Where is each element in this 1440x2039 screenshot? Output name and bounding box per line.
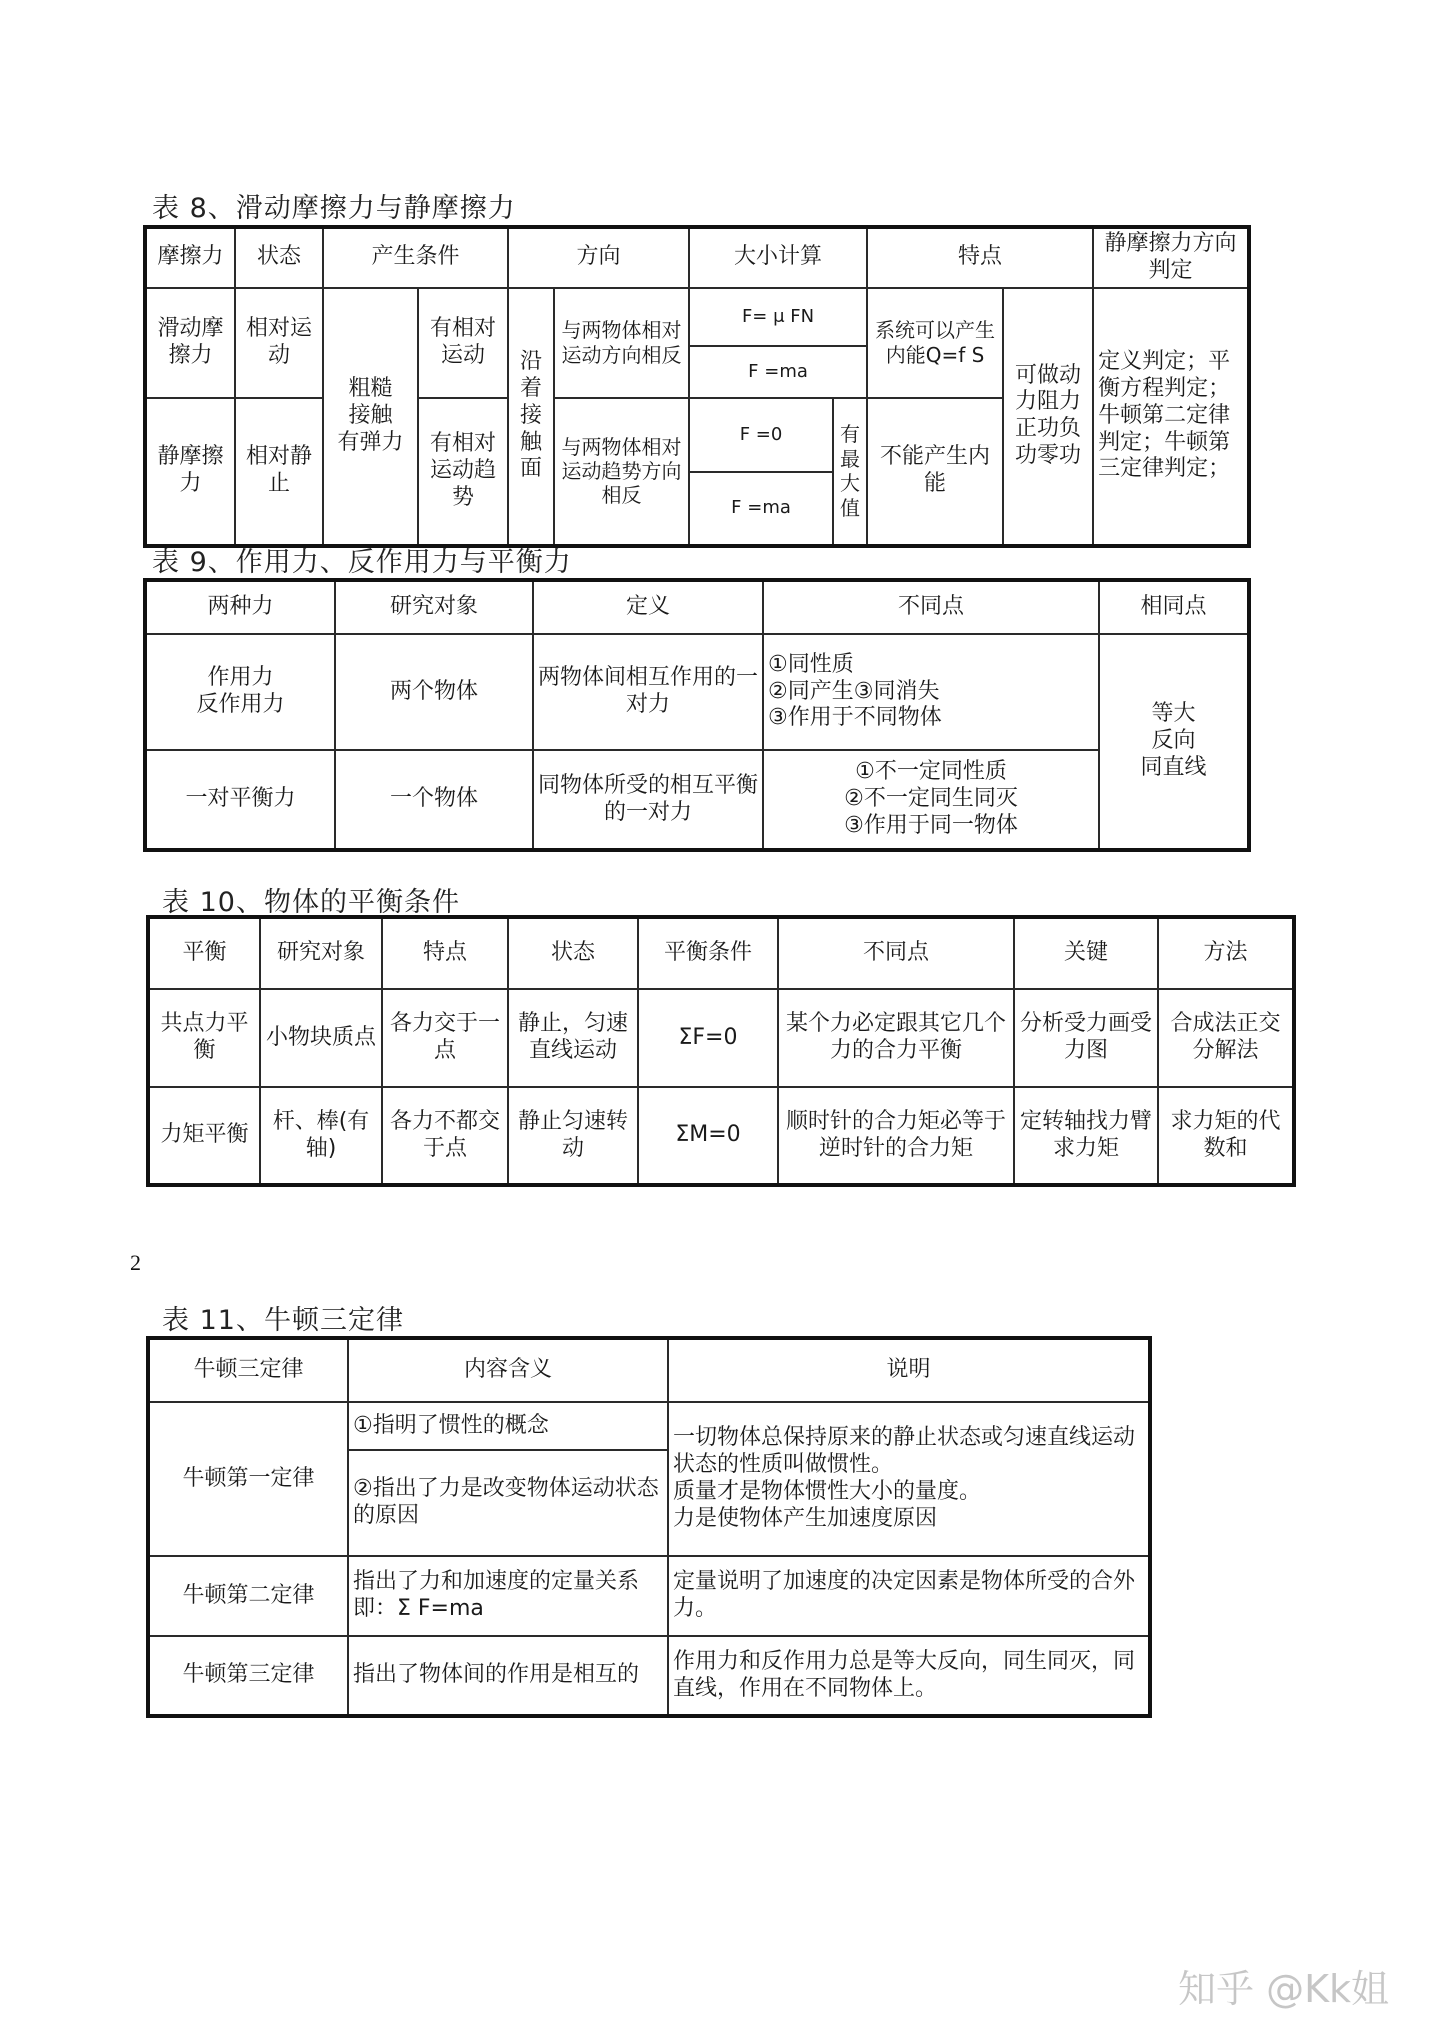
table8-caption: 表 8、滑动摩擦力与静摩擦力 — [152, 193, 516, 224]
table9-row-action — [145, 634, 1249, 750]
t9-balance-definition: 同物体所受的相互平衡的一对力 — [533, 750, 763, 850]
table11-row-third-law — [148, 1636, 1150, 1716]
t8-static-cond: 有相对运动趋势 — [418, 398, 508, 546]
table9-row-balance — [145, 750, 1249, 850]
t8-sliding-calc2: F =ma — [689, 346, 867, 398]
t8-sliding-dir: 与两物体相对运动方向相反 — [554, 288, 689, 398]
t10-h-condition: 平衡条件 — [638, 917, 778, 989]
t8-judge: 定义判定；平衡方程判定；牛顿第二定律判定；牛顿第三定律判定； — [1093, 288, 1249, 546]
t8-sliding-name: 滑动摩擦力 — [145, 288, 235, 398]
t9-h-object: 研究对象 — [335, 580, 533, 634]
t8-h-condition: 产生条件 — [323, 227, 508, 288]
zhihu-watermark: 知乎 @Kk姐 — [1178, 1967, 1390, 2011]
t11-h-content: 内容含义 — [348, 1338, 668, 1402]
t8-static-calc-side: 有最大值 — [833, 398, 867, 546]
table10-caption: 表 10、物体的平衡条件 — [162, 887, 460, 918]
t8-h-state: 状态 — [235, 227, 323, 288]
t9-action-differences: ①同性质 ②同产生③同消失 ③作用于不同物体 — [763, 634, 1099, 750]
table10 — [146, 915, 1296, 1187]
t10-h-key: 关键 — [1014, 917, 1158, 989]
t8-h-judge: 静摩擦力方向判定 — [1093, 227, 1249, 288]
t10-r2-key: 定转轴找力臂求力矩 — [1014, 1087, 1158, 1185]
t10-h-state: 状态 — [508, 917, 638, 989]
table9-header-row — [145, 580, 1249, 634]
t10-r1-method: 合成法正交分解法 — [1158, 989, 1294, 1087]
t8-h-direction: 方向 — [508, 227, 689, 288]
t11-h-law: 牛顿三定律 — [148, 1338, 348, 1402]
t11-third-content: 指出了物体间的作用是相互的 — [348, 1636, 668, 1716]
t8-static-state: 相对静止 — [235, 398, 323, 546]
t9-balance-object: 一个物体 — [335, 750, 533, 850]
table11-caption: 表 11、牛顿三定律 — [162, 1305, 404, 1336]
t10-r1-feature: 各力交于一点 — [382, 989, 508, 1087]
t9-action-name: 作用力 反作用力 — [145, 634, 335, 750]
table11-row-second-law — [148, 1556, 1150, 1636]
t8-sliding-feature: 系统可以产生内能Q=f S — [867, 288, 1003, 398]
t8-work: 可做动力阻力正功负功零功 — [1003, 288, 1093, 546]
t10-r1-object: 小物块质点 — [260, 989, 382, 1087]
t10-h-balance: 平衡 — [148, 917, 260, 989]
t11-second-content: 指出了力和加速度的定量关系即：Σ F=ma — [348, 1556, 668, 1636]
t9-h-definition: 定义 — [533, 580, 763, 634]
t10-r1-key: 分析受力画受力图 — [1014, 989, 1158, 1087]
table11 — [146, 1336, 1152, 1718]
t9-same: 等大 反向 同直线 — [1099, 634, 1249, 850]
t10-h-differences: 不同点 — [778, 917, 1014, 989]
t10-r2-differences: 顺时针的合力矩必等于逆时针的合力矩 — [778, 1087, 1014, 1185]
table10-row-concurrent — [148, 989, 1294, 1087]
t10-h-method: 方法 — [1158, 917, 1294, 989]
table9-caption: 表 9、作用力、反作用力与平衡力 — [152, 547, 572, 578]
t11-second-name: 牛顿第二定律 — [148, 1556, 348, 1636]
t10-r2-method: 求力矩的代数和 — [1158, 1087, 1294, 1185]
t8-sliding-cond: 有相对运动 — [418, 288, 508, 398]
t9-h-forces: 两种力 — [145, 580, 335, 634]
t8-h-calc: 大小计算 — [689, 227, 867, 288]
table8 — [143, 225, 1251, 548]
t11-third-name: 牛顿第三定律 — [148, 1636, 348, 1716]
t11-first-content2: ②指出了力是改变物体运动状态的原因 — [348, 1450, 668, 1556]
page-number: 2 — [130, 1250, 141, 1275]
t11-third-note: 作用力和反作用力总是等大反向，同生同灭，同直线，作用在不同物体上。 — [668, 1636, 1150, 1716]
t8-h-friction: 摩擦力 — [145, 227, 235, 288]
t8-cond-common: 粗糙 接触 有弹力 — [323, 288, 418, 546]
t10-r2-condition: ΣM=0 — [638, 1087, 778, 1185]
t8-sliding-state: 相对运动 — [235, 288, 323, 398]
t9-action-object: 两个物体 — [335, 634, 533, 750]
table11-row-first-law — [148, 1402, 1150, 1450]
t11-first-content1: ①指明了惯性的概念 — [348, 1402, 668, 1450]
t9-h-differences: 不同点 — [763, 580, 1099, 634]
table9 — [143, 578, 1251, 852]
table8-row-sliding — [145, 288, 1249, 346]
t10-r2-feature: 各力不都交于点 — [382, 1087, 508, 1185]
t8-static-feature: 不能产生内能 — [867, 398, 1003, 546]
t10-r2-object: 杆、棒(有轴) — [260, 1087, 382, 1185]
t8-sliding-calc1: F= μ FN — [689, 288, 867, 346]
t10-r2-state: 静止匀速转动 — [508, 1087, 638, 1185]
table10-header-row — [148, 917, 1294, 989]
t8-static-calc2: F =ma — [689, 472, 833, 546]
t10-r2-balance: 力矩平衡 — [148, 1087, 260, 1185]
t8-static-name: 静摩擦力 — [145, 398, 235, 546]
table8-header-row — [145, 227, 1249, 288]
t9-action-definition: 两物体间相互作用的一对力 — [533, 634, 763, 750]
t11-first-name: 牛顿第一定律 — [148, 1402, 348, 1556]
t10-r1-balance: 共点力平衡 — [148, 989, 260, 1087]
t8-h-feature: 特点 — [867, 227, 1093, 288]
t11-second-note: 定量说明了加速度的决定因素是物体所受的合外力。 — [668, 1556, 1150, 1636]
t9-balance-differences: ①不一定同性质 ②不一定同生同灭 ③作用于同一物体 — [763, 750, 1099, 850]
t11-h-note: 说明 — [668, 1338, 1150, 1402]
t9-h-same: 相同点 — [1099, 580, 1249, 634]
t10-r1-condition: ΣF=0 — [638, 989, 778, 1087]
t10-r1-differences: 某个力必定跟其它几个力的合力平衡 — [778, 989, 1014, 1087]
table10-row-moment — [148, 1087, 1294, 1185]
t8-dir-common: 沿着接触面 — [508, 288, 554, 546]
t8-static-dir: 与两物体相对运动趋势方向相反 — [554, 398, 689, 546]
t10-h-feature: 特点 — [382, 917, 508, 989]
t11-first-note: 一切物体总保持原来的静止状态或匀速直线运动状态的性质叫做惯性。 质量才是物体惯性大小的量度。 力是使物体产生加速度原因 — [668, 1402, 1150, 1556]
t10-r1-state: 静止，匀速直线运动 — [508, 989, 638, 1087]
t8-static-calc1: F =0 — [689, 398, 833, 472]
t10-h-object: 研究对象 — [260, 917, 382, 989]
table11-header-row — [148, 1338, 1150, 1402]
t9-balance-name: 一对平衡力 — [145, 750, 335, 850]
